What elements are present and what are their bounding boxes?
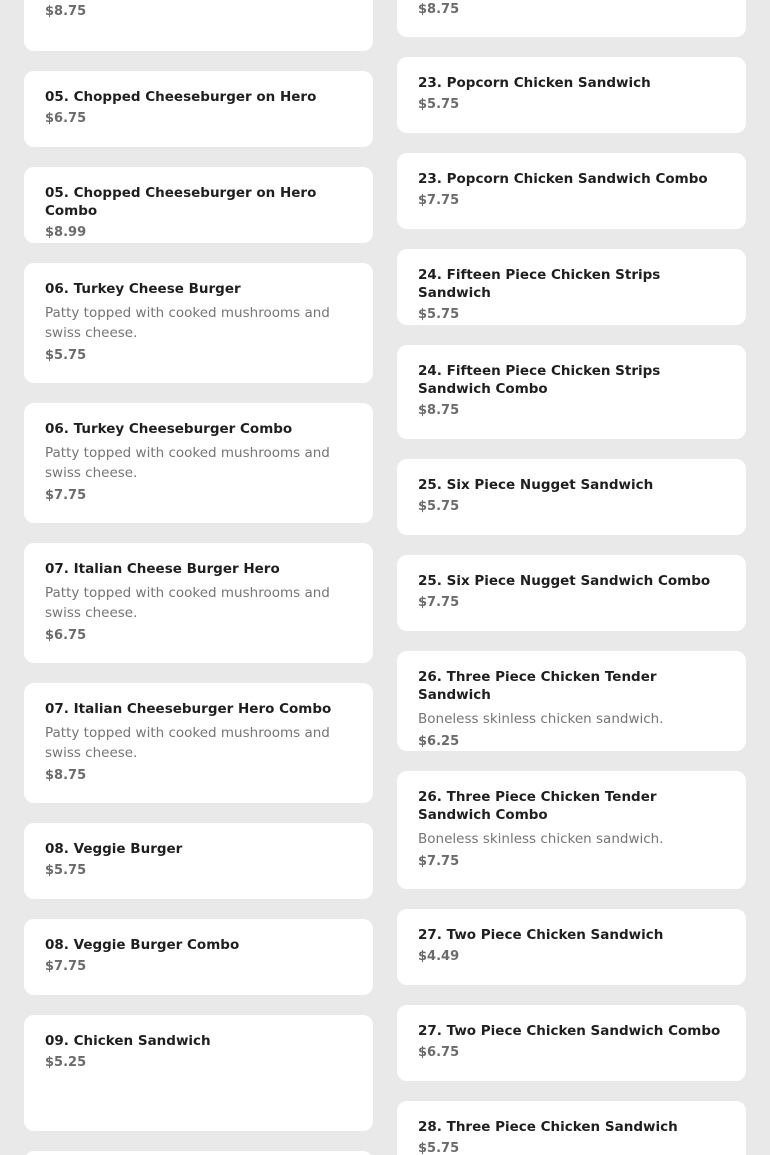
menu-item-description: Patty topped with cooked mushrooms and swiss cheese.	[45, 585, 330, 621]
menu-item-price: $6.75	[418, 1045, 460, 1060]
menu-item-name: 06. Turkey Cheeseburger Combo	[45, 421, 293, 437]
menu-item-description: Patty topped with cooked mushrooms and swiss cheese.	[45, 725, 330, 761]
menu-item-price: $8.75	[418, 2, 460, 17]
menu-item-price: $7.75	[418, 193, 460, 208]
menu-item-card[interactable]	[397, 651, 746, 751]
menu-item-name: 06. Turkey Cheese Burger	[45, 281, 241, 297]
menu-item-card[interactable]	[397, 555, 746, 631]
menu-item-card[interactable]	[24, 403, 373, 523]
menu-item-name: 26. Three Piece Chicken Tender Sandwich Combo	[418, 789, 657, 823]
menu-item-price: $5.25	[45, 1055, 87, 1070]
menu-item-name: 08. Veggie Burger	[45, 841, 183, 857]
menu-item-name: 23. Popcorn Chicken Sandwich	[418, 75, 651, 91]
menu-item-price: $8.75	[45, 4, 87, 19]
menu-item-price: $7.75	[45, 488, 87, 503]
menu-item-card[interactable]	[24, 1151, 373, 1155]
menu-item-description: Boneless skinless chicken sandwich.	[418, 831, 664, 847]
menu-item-price: $7.75	[45, 959, 87, 974]
menu-item-card[interactable]	[24, 263, 373, 383]
menu-item-name: 05. Chopped Cheeseburger on Hero	[45, 89, 317, 105]
menu-item-price: $5.75	[45, 863, 87, 878]
menu-item-name: 07. Italian Cheeseburger Hero Combo	[45, 701, 332, 717]
menu-item-card[interactable]	[24, 0, 373, 51]
menu-item-card[interactable]	[24, 919, 373, 995]
menu-item-name: 24. Fifteen Piece Chicken Strips Sandwich Combo	[418, 363, 661, 397]
menu-item-card[interactable]	[397, 153, 746, 229]
menu-item-card[interactable]	[397, 1101, 746, 1155]
menu-item-card[interactable]	[24, 543, 373, 663]
menu-item-name: 09. Chicken Sandwich	[45, 1033, 211, 1049]
menu-item-name: 25. Six Piece Nugget Sandwich Combo	[418, 573, 711, 589]
menu-item-card[interactable]	[24, 683, 373, 803]
menu-item-card[interactable]	[397, 249, 746, 325]
menu-item-price: $5.75	[418, 307, 460, 322]
menu-item-card[interactable]	[397, 1005, 746, 1081]
menu-item-card[interactable]	[24, 1015, 373, 1131]
menu-item-name: 28. Three Piece Chicken Sandwich	[418, 1119, 678, 1135]
menu-item-name: 27. Two Piece Chicken Sandwich Combo	[418, 1023, 721, 1039]
menu-item-price: $5.75	[418, 499, 460, 514]
menu-item-price: $8.99	[45, 225, 87, 240]
menu-item-price: $6.25	[418, 734, 460, 749]
menu-item-price: $8.75	[45, 768, 87, 783]
menu-item-price: $7.75	[418, 595, 460, 610]
menu-item-price: $6.75	[45, 111, 87, 126]
menu-item-name: 08. Veggie Burger Combo	[45, 937, 240, 953]
menu-item-card[interactable]	[24, 823, 373, 899]
menu-item-name: 25. Six Piece Nugget Sandwich	[418, 477, 654, 493]
menu-item-description: Patty topped with cooked mushrooms and swiss cheese.	[45, 305, 330, 341]
menu-item-card[interactable]	[397, 771, 746, 889]
menu-item-description: Boneless skinless chicken sandwich.	[418, 711, 664, 727]
menu-item-price: $5.75	[45, 348, 87, 363]
menu-item-card[interactable]	[397, 459, 746, 535]
menu-item-name: 23. Popcorn Chicken Sandwich Combo	[418, 171, 708, 187]
menu-item-name: 05. Chopped Cheeseburger on Hero Combo	[45, 185, 317, 219]
menu-item-card[interactable]	[397, 345, 746, 439]
menu-item-card[interactable]	[397, 909, 746, 985]
menu-item-name: 24. Fifteen Piece Chicken Strips Sandwich	[418, 267, 661, 301]
menu-item-card[interactable]	[24, 167, 373, 243]
menu-item-name: 07. Italian Cheese Burger Hero	[45, 561, 280, 577]
menu-item-price: $5.75	[418, 97, 460, 112]
menu-item-price: $5.75	[418, 1141, 460, 1155]
menu-item-description: Patty topped with cooked mushrooms and swiss cheese.	[45, 445, 330, 481]
menu-item-price: $4.49	[418, 949, 460, 964]
menu-item-price: $7.75	[418, 854, 460, 869]
menu-item-price: $6.75	[45, 628, 87, 643]
menu-item-card[interactable]	[397, 0, 746, 37]
menu-item-card[interactable]	[397, 57, 746, 133]
menu-item-name: 26. Three Piece Chicken Tender Sandwich	[418, 669, 657, 703]
menu-item-card[interactable]	[24, 71, 373, 147]
menu-item-price: $8.75	[418, 403, 460, 418]
menu-item-name: 27. Two Piece Chicken Sandwich	[418, 927, 664, 943]
